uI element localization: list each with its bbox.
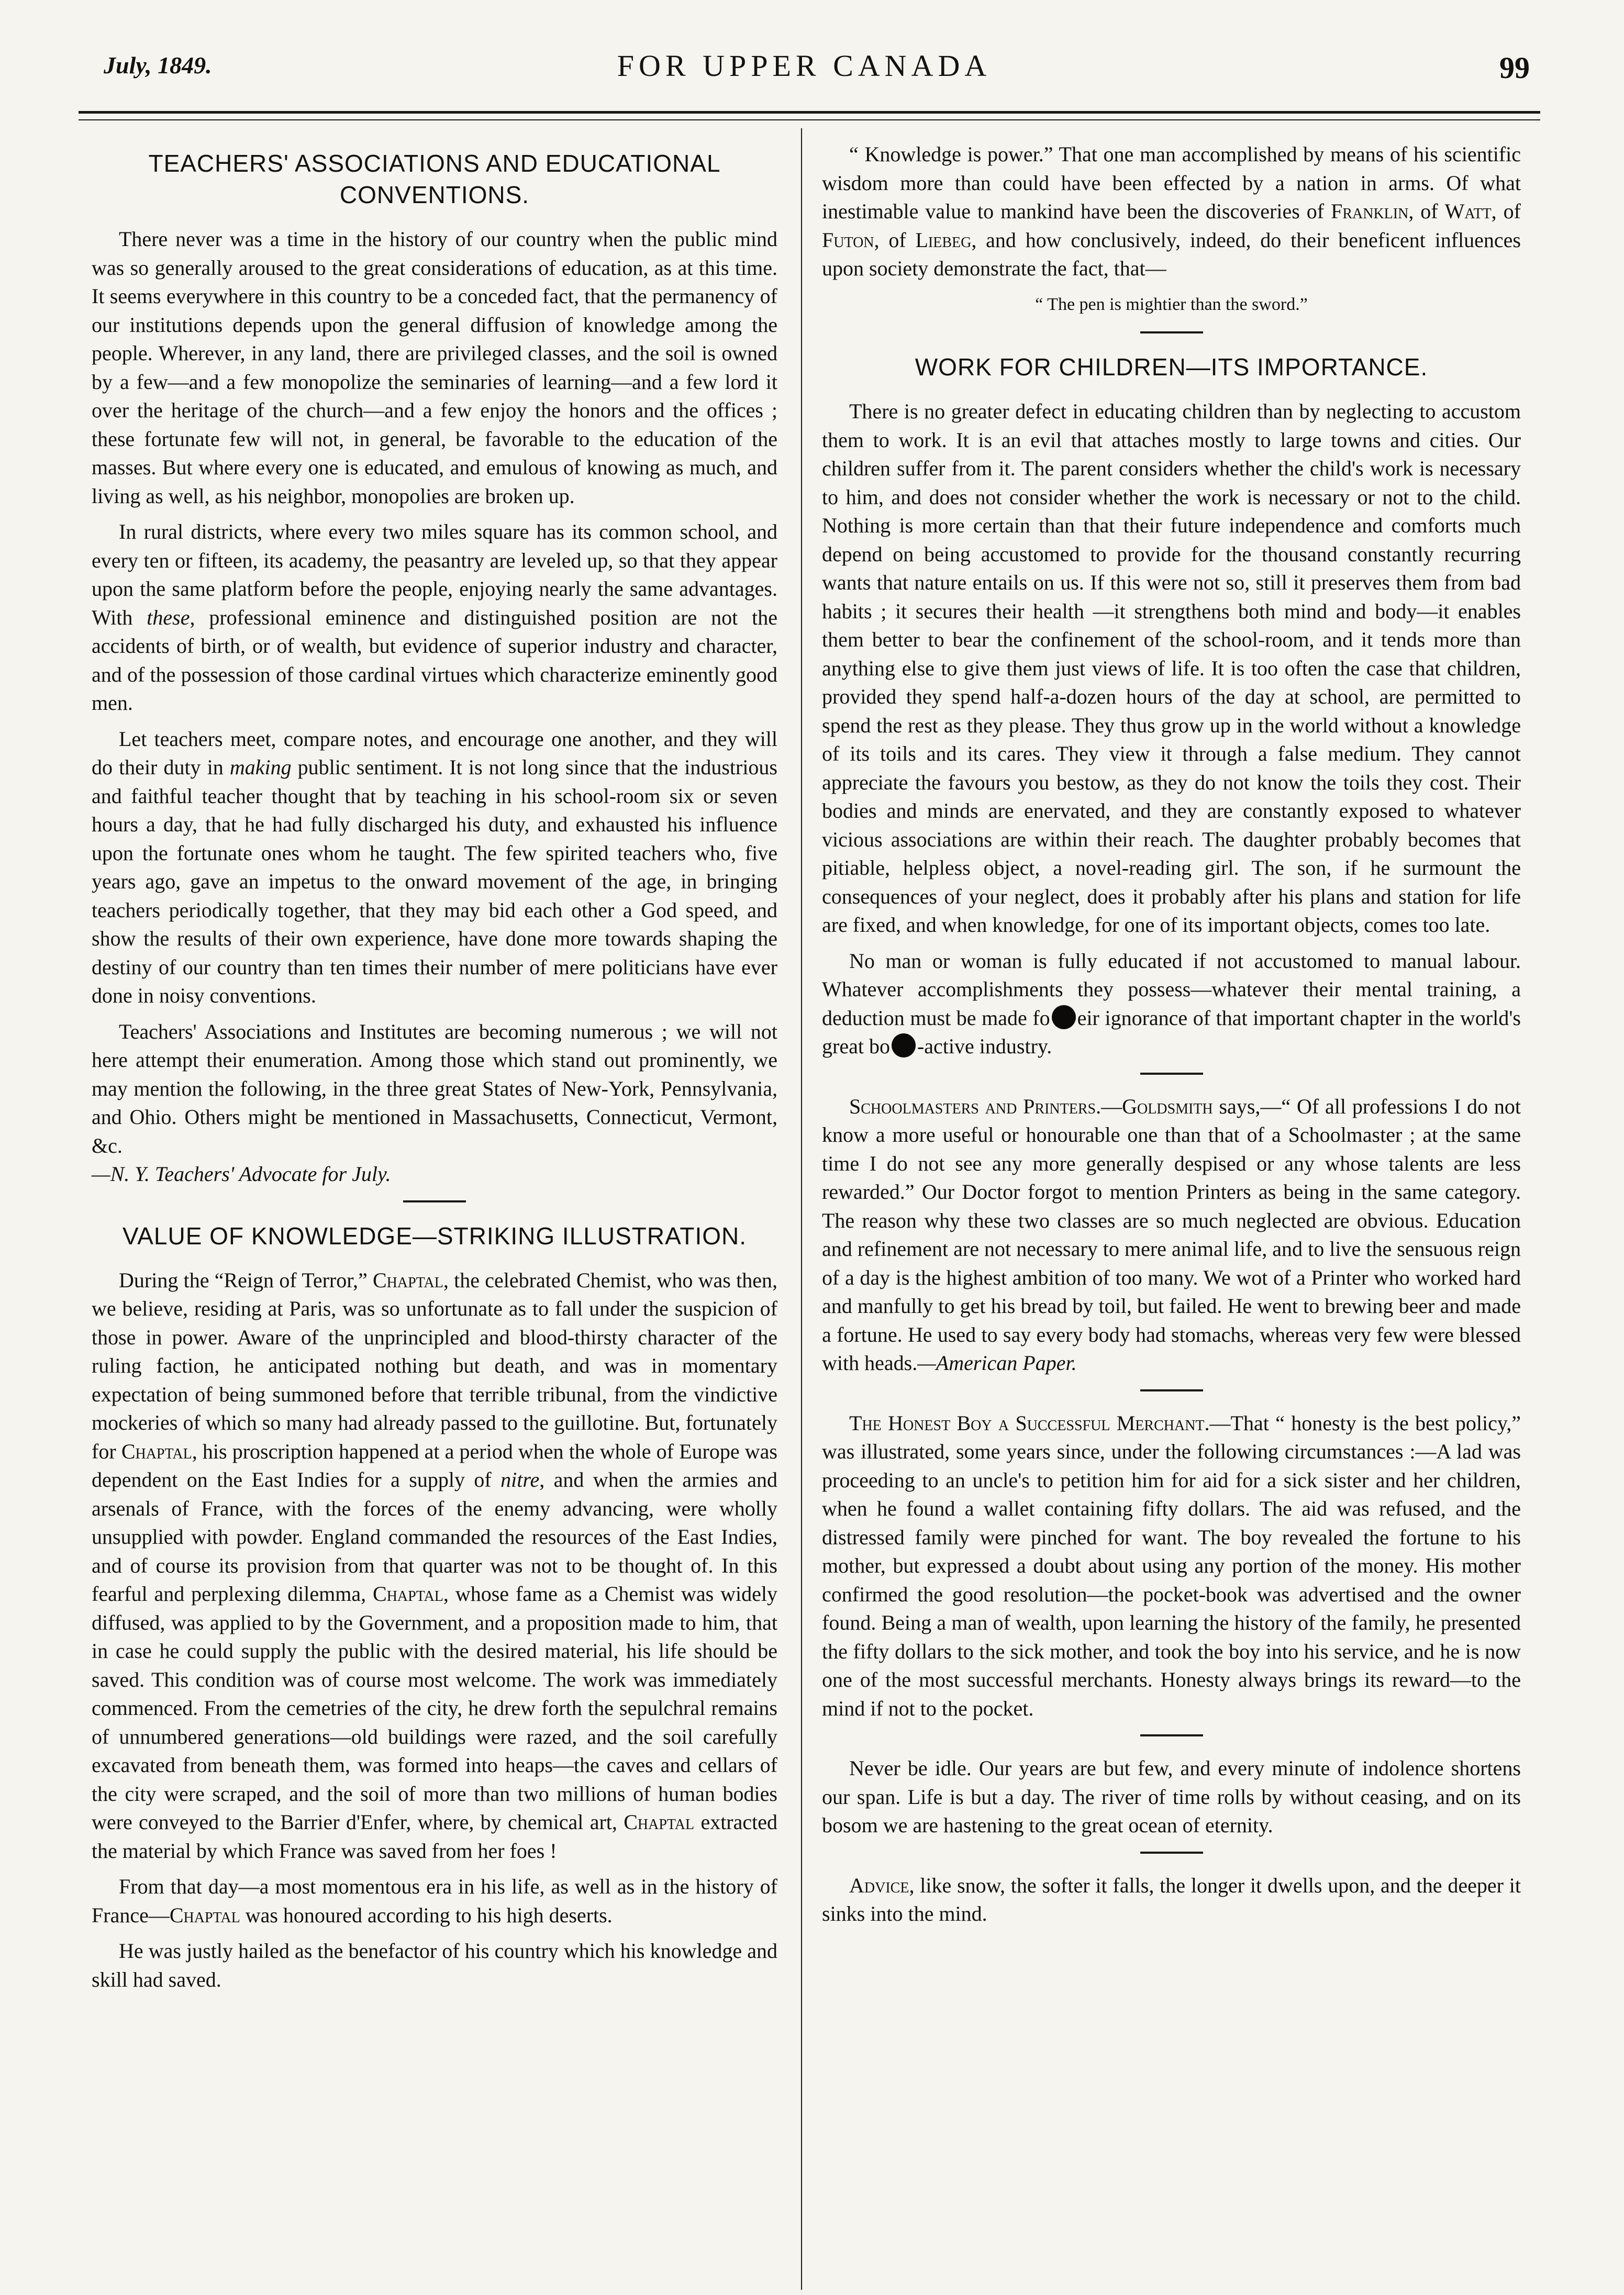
text-run: , and how conclusively, indeed, do their beneficent influences upon society demonstrate the fact, that— bbox=[822, 228, 1521, 280]
column-divider bbox=[801, 128, 802, 2290]
text-run: Let teachers meet, compare notes, and encourage one another, and they will do their duty in bbox=[92, 727, 777, 779]
separator-rule bbox=[1140, 1852, 1203, 1854]
emphasis: these bbox=[147, 605, 190, 629]
article-advice bbox=[822, 1871, 1521, 1929]
person-name: Futon bbox=[822, 228, 874, 252]
person-name: Chaptal bbox=[624, 1810, 695, 1834]
text-run: , like snow, the softer it falls, the longer it dwells upon, and the deeper it sinks into the mind. bbox=[822, 1873, 1521, 1925]
separator-rule bbox=[1140, 1734, 1203, 1736]
page-number: 99 bbox=[1499, 51, 1530, 85]
paragraph bbox=[92, 1873, 777, 1930]
separator-rule bbox=[1140, 1389, 1203, 1391]
text-run: , his proscription happened at a period when the whole of Europe was dependent on the East Indies for a supply of bbox=[92, 1439, 777, 1491]
person-name: Liebeg bbox=[915, 228, 972, 252]
person-name: Franklin bbox=[1331, 199, 1409, 223]
article-lead: Schoolmasters and Printers. bbox=[849, 1094, 1102, 1118]
person-name: Chaptal bbox=[169, 1903, 240, 1927]
article-value-of-knowledge bbox=[92, 1220, 777, 1995]
paragraph bbox=[92, 1018, 777, 1189]
paragraph: Never be idle. Our years are but few, and every minute of indolence shortens our span. Life is but a day. The river of time rolls by without ceasing, and on its bosom we are hastening to the great ocean of eternity. bbox=[822, 1756, 1521, 1837]
text-run: From that day—a most momentous era in his life, as well as in the history of France— bbox=[92, 1875, 777, 1927]
article-work-for-children bbox=[822, 351, 1521, 1061]
pull-quote: “ The pen is mightier than the sword.” bbox=[1035, 294, 1308, 314]
paragraph: Schoolmasters and Printers.—Goldsmith says,—“ Of all professions I do not know a more useful or honourable one than that of a Schoolmaster ; at the same time I do not see any more generally despised or any whose talents are less rewarded.” Our Doctor forgot to mention Printers as being in the same category. The reason why these two classes are so much neglected are obvious. Education and refinement are not necessary to mere animal life, and to live the sensuous reign of a day is the highest ambition of too many. We wot of a Printer who worked hard and manfully to get his bread by toil, but failed. He went to brewing beer and made a fortune. He used to say every body had stomachs, whereas very few were blessed with heads.—American Paper. bbox=[822, 1094, 1521, 1375]
paragraph: There never was a time in the history of our country when the public mind was so generally aroused to the great considerations of education, as at this time. It seems everywhere in this country to be a conceded fact, that the permanency of our institutions depends upon the general diffusion of knowledge among the people. Wherever, in any land, there are privileged classes, and the soil is owned by a few—and a few monopolize the seminaries of learning—and a few lord it over the heritage of the church—and a few enjoy the honors and the offices ; these fortunate few will not, in general, be favorable to the education of the masses. But where every one is educated, and emulous of knowing as much, and living as well, as his neighbor, monopolies are broken up. bbox=[92, 227, 777, 508]
paragraph bbox=[92, 725, 777, 1010]
text-run: —That “ honesty is the best policy,” was illustrated, some years since, under the following circumstances :—A lad was proceeding to an uncle's to petition him for aid for a sick sister and her children, when he found a wallet containing fifty dollars. The aid was refused, and the distressed family were pinched for want. The boy revealed the fortune to his mother, but expressed a doubt about using any portion of the money. His mother confirmed the good resolution—the pocket-book was advertised and the owner found. Being a man of wealth, upon learning the history of the family, he presented the fifty dollars to the sick mother, and took the boy into his service, and he is now one of the most successful merchants. Honesty always brings its reward—to the mind if not to the pocket. bbox=[822, 1411, 1521, 1720]
person-name: Watt bbox=[1444, 199, 1492, 223]
article-knowledge-is-power bbox=[822, 140, 1521, 319]
text-run: was honoured according to his high deserts. bbox=[240, 1903, 613, 1927]
separator-rule bbox=[1140, 331, 1203, 333]
paragraph bbox=[92, 518, 777, 718]
article-never-be-idle bbox=[822, 1754, 1521, 1840]
article-source: —N. Y. Teachers' Advocate for July. bbox=[92, 1162, 391, 1186]
masthead bbox=[79, 48, 1530, 90]
text-run: No man or woman is fully educated if not accustomed to manual labour. Whatever accomplishments they possess—whatever their mental training, a deduction must be made fo bbox=[822, 949, 1521, 1030]
text-run: , professional eminence and distinguished position are not the accidents of birth, or of wealth, but evidence of superior industry and character, and of the possession of those cardinal virtues which characterize eminently good men. bbox=[92, 605, 777, 715]
paragraph: There is no greater defect in educating children than by neglecting to accustom them to work. It is an evil that attaches mostly to large towns and cities. Our children suffer from it. The parent considers whether the child's work is necessary to him, and does not consider whether the work is necessary or not to the child. Nothing is more certain than that their future independence and comforts much depend on being accustomed to provide for the thousand constantly recurring wants that nature entails on us. If this were not so, still it preserves them from bad habits ; it secures their health —it strengthens both mind and body—it enables them better to bear the confinement of the school-room, and it tends more than anything else to give them just views of life. It is too often the case that children, provided they spend half-a-dozen hours of the day at school, are permitted to spend the rest as they please. They thus grow up in the world without a knowledge of its toils and its cares. They view it through a false medium. They cannot appreciate the favours you bestow, as they do not know the toils they cost. Their bodies and minds are enervated, and they are constantly exposed to whatever vicious associations are within their reach. The daughter probably becomes that pitiable, helpless object, a novel-reading girl. The son, if he surmount the consequences of your neglect, does it probably after his plans and station for life are fixed, and when knowledge, for one of its important objects, comes too late. bbox=[822, 399, 1521, 937]
publication-title: FOR UPPER CANADA bbox=[617, 49, 992, 83]
person-name: Goldsmith bbox=[1122, 1094, 1213, 1118]
right-column bbox=[822, 140, 1521, 1936]
paragraph bbox=[92, 1266, 777, 1866]
text-run: , and when the armies and arsenals of France, with the forces of the enemy advancing, were wholly unsupplied with powder. England commanded the resources of the East Indies, and of course its provision from that quarter was not to be thought of. In this fearful and perplexing dilemma, bbox=[92, 1468, 777, 1606]
separator-rule bbox=[1140, 1073, 1203, 1075]
emphasis: nitre bbox=[500, 1468, 540, 1491]
ink-blot bbox=[892, 1033, 916, 1057]
header-rule-thick bbox=[79, 111, 1540, 114]
separator-rule bbox=[403, 1200, 466, 1202]
article-heading: WORK FOR CHILDREN—ITS IMPORTANCE. bbox=[915, 353, 1428, 381]
text-run: In rural districts, where every two miles square has its common school, and every ten or fifteen, its academy, the peasantry are leveled up, so that they appear upon the same platform before the people, enjoying nearly the same advantages. With bbox=[92, 520, 777, 629]
ink-blot bbox=[1052, 1005, 1076, 1029]
person-name: Chaptal bbox=[121, 1439, 192, 1463]
text-run: public sentiment. It is not long since that the industrious and faithful teacher thought that by teaching in his school-room six or seven hours a day, that he had fully discharged his duty, and exhausted his influence upon the fortunate ones whom he taught. The few spirited teachers who, five years ago, gave an impetus to the onward movement of the age, in bringing teachers periodically together, that they may bid each other a God speed, and show the results of their own experience, have done more towards shaping the destiny of our country than ten times their number of mere politicians have ever done in noisy conventions. bbox=[92, 755, 777, 1007]
paragraph: He was justly hailed as the benefactor of his country which his knowledge and skill had saved. bbox=[92, 1939, 777, 1991]
issue-date: July, 1849. bbox=[104, 52, 212, 79]
text-run: During the “Reign of Terror,” bbox=[119, 1268, 373, 1292]
article-schoolmasters-printers bbox=[822, 1093, 1521, 1378]
person-name: Chaptal bbox=[373, 1582, 443, 1606]
emphasis: making bbox=[229, 755, 292, 779]
article-lead: The Honest Boy a Successful Merchant. bbox=[849, 1411, 1210, 1435]
article-lead: Advice bbox=[849, 1873, 909, 1897]
text-run: extracted the material by which France was saved from her foes ! bbox=[92, 1810, 778, 1863]
text-run: -active industry. bbox=[917, 1034, 1052, 1058]
article-heading: VALUE OF KNOWLEDGE—STRIKING ILLUSTRATION. bbox=[122, 1222, 747, 1250]
text-run: , the celebrated Chemist, who was then, we believe, residing at Paris, was so unfortunate as to fall under the suspicion of those in power. Aware of the unprincipled and blood-thirsty character of the ruling faction, he anticipated nothing but death, and was in momentary expectation of being summoned before that terrible tribunal, from the vindictive mockeries of which so many had already passed to the guillotine. But, fortunately for bbox=[92, 1268, 778, 1463]
person-name: Chaptal bbox=[372, 1268, 443, 1292]
left-column bbox=[92, 140, 777, 2001]
paragraph bbox=[822, 1409, 1521, 1723]
text-run: says,—“ Of all professions I do not know a more useful or honourable one than that of a Schoolmaster ; at the same time I do not see any more generally despised or any whose talents are less rewarded.” Our Doctor forgot to mention Printers as being in the same category. The reason why these two classes are so much neglected are obvious. Education and refinement are not necessary to mere animal life, and to live the sensuous reign of a day is the highest ambition of too many. We wot of a Printer who worked hard and manfully to get his bread by toil, but failed. He went to brewing beer and made a fortune. He used to say every body had stomachs, whereas very few were blessed with heads. bbox=[822, 1094, 1521, 1375]
paragraph bbox=[822, 1871, 1521, 1929]
text-run: “ Knowledge is power.” That one man accomplished by means of his scientific wisdom more than could have been effected by a nation in arms. Of what inestimable value to mankind have been the discoveries of bbox=[822, 142, 1521, 223]
text-run: Teachers' Associations and Institutes are becoming numerous ; we will not here attempt their enumeration. Among those which stand out prominently, we may mention the following, in the three great States of New-York, Pennsylvania, and Ohio. Others might be mentioned in Massachusetts, Connecticut, Vermont, &c. bbox=[92, 1019, 777, 1157]
article-heading: TEACHERS' ASSOCIATIONS AND EDUCATIONAL CONVENTIONS. bbox=[148, 150, 721, 208]
article-honest-boy bbox=[822, 1409, 1521, 1723]
text-run: , whose fame as a Chemist was widely diffused, was applied to by the Government, and a proposition made to him, that in case he could supply the public with the desired material, his life should be saved. This condition was of course most welcome. The work was immediately commenced. From the cemetries of the city, he drew forth the sepulchral remains of unnumbered generations—old buildings were razed, and the soil carefully excavated from beneath them, was formed into heaps—the caves and cellars of the city were scraped, and the soil of more than two millions of human bodies were conveyed to the Barrier d'Enfer, where, by chemical art, bbox=[92, 1582, 777, 1834]
text-run: eir ignorance of that important chapter in the world's great bo bbox=[822, 1006, 1521, 1058]
header-rule-thin bbox=[79, 119, 1540, 120]
article-teachers-associations bbox=[92, 148, 777, 1189]
paragraph: “ Knowledge is power.” That one man accomplished by means of his scientific wisdom more than could have been effected by a nation in arms. Of what inestimable value to mankind have been the discoveries of Franklin, of Watt, of Futon, of Liebeg, and how conclusively, indeed, do their beneficent influences upon society demonstrate the fact, that— bbox=[822, 142, 1521, 280]
article-source: —American Paper. bbox=[917, 1351, 1077, 1375]
paragraph bbox=[822, 947, 1521, 1061]
